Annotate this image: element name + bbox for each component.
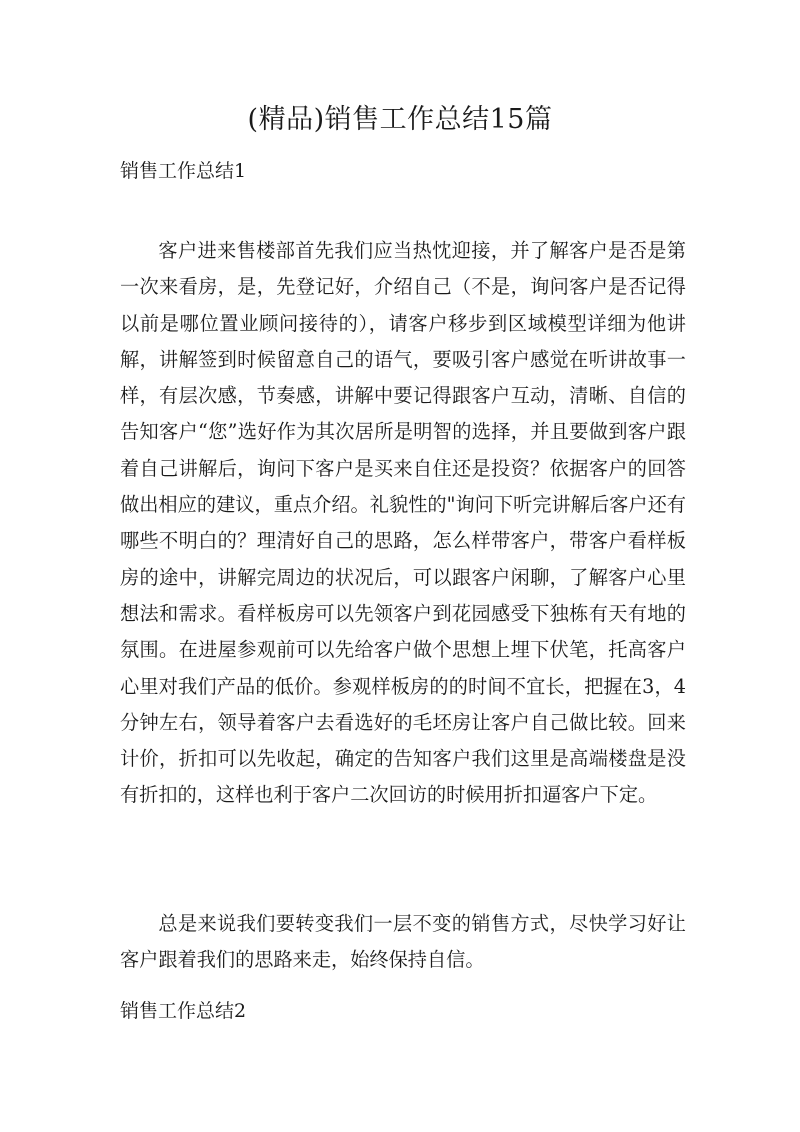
section-1-paragraph-1: 客户进来售楼部首先我们应当热忱迎接，并了解客户是否是第一次来看房，是，先登记好，介绍自己（不是，询问客户是否记得以前是哪位置业顾问接待的），请客户移步到区域模型详细为他讲解，讲解签到时候留意自己的语气，要吸引客户感觉在听讲故事一样，有层次感，节奏感，讲解中要记得跟客户互动，清晰、自信的告知客户“您”选好作为其次居所是明智的选择，并且要做到客户跟着自己讲解后，询问下客户是买来自住还是投资？依据客户的回答做出相应的建议，重点介绍。礼貌性的"询问下听完讲解后客户还有哪些不明白的？理清好自己的思路，怎么样带客户，带客户看样板房的途中，讲解完周边的状况后，可以跟客户闲聊，了解客户心里想法和需求。看样板房可以先领客户到花园感受下独栋有天有地的氛围。在进屋参观前可以先给客户做个思想上埋下伏笔，托高客户心里对我们产品的低价。参观样板房的的时间不宜长，把握在3，4分钟左右，领导着客户去看选好的毛坯房让客户自己做比较。回来计价，折扣可以先收起，确定的告知客户我们这里是高端楼盘是没有折扣的，这样也利于客户二次回访的时候用折扣逼客户下定。	[120, 239, 686, 807]
document-title: (精品)销售工作总结15篇	[247, 104, 553, 135]
section-heading-1: 销售工作总结1	[120, 160, 247, 182]
section-1-paragraph-2: 总是来说我们要转变我们一层不变的销售方式，尽快学习好让客户跟着我们的思路来走，始终保持自信。	[120, 912, 686, 972]
section-heading-2: 销售工作总结2	[120, 1000, 247, 1022]
